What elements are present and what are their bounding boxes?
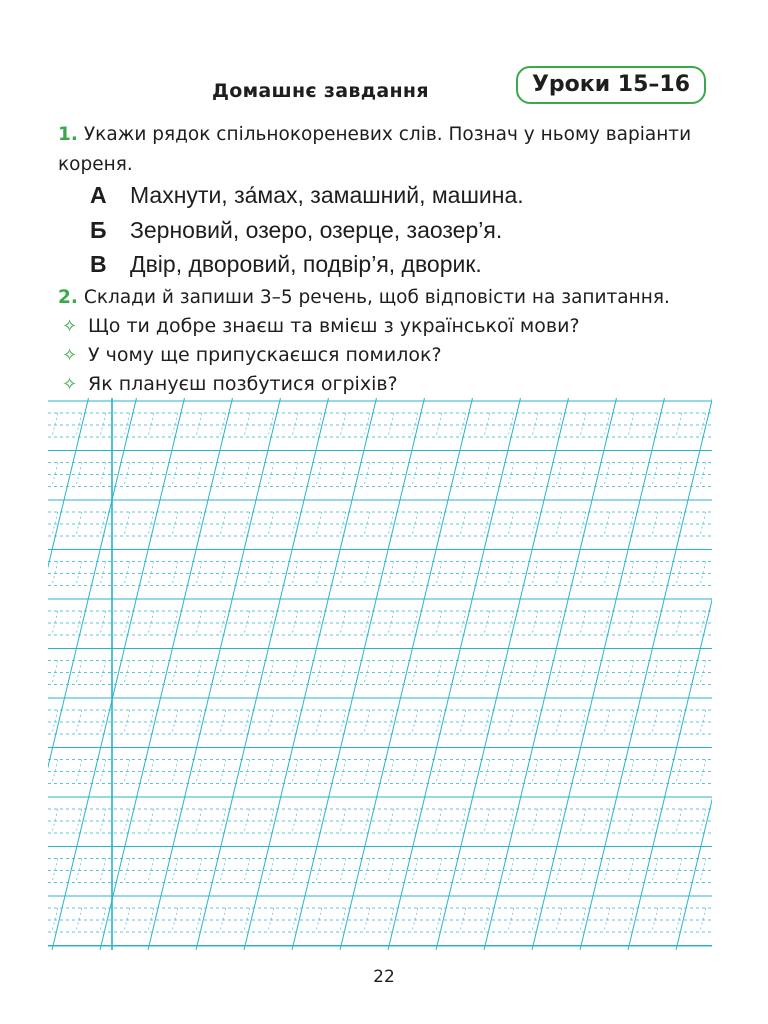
answer-options xyxy=(90,178,524,282)
task-text: Склади й запиши 3–5 речень, щоб відповісти на запитання. xyxy=(83,287,670,308)
grid-slant-line xyxy=(628,398,712,950)
option-b[interactable] xyxy=(90,213,524,248)
question-text: У чому ще припускаєшся помилок? xyxy=(88,344,442,366)
question-list xyxy=(62,312,580,399)
option-letter: В xyxy=(90,251,107,277)
option-letter: Б xyxy=(90,216,107,243)
option-text: Махнути, за́мах, замашний, машина. xyxy=(130,182,524,208)
task-number: 2. xyxy=(58,287,78,308)
page-title: Домашнє завдання xyxy=(212,80,429,102)
question-item xyxy=(62,312,580,341)
task-1 xyxy=(58,120,708,180)
grid-slant-line xyxy=(52,398,184,950)
grid-slant-line xyxy=(196,398,328,950)
question-text: Що ти добре знаєш та вмієш з української мови? xyxy=(88,315,580,337)
handwriting-grid[interactable] xyxy=(48,398,712,950)
grid-slant-line xyxy=(48,398,136,950)
task-2 xyxy=(58,283,708,313)
option-text: Зерновий, озеро, озерце, заозер’я. xyxy=(130,216,503,243)
question-item xyxy=(62,370,580,399)
grid-slant-line xyxy=(100,398,232,950)
grid-slant-line xyxy=(244,398,376,950)
question-item xyxy=(62,341,580,370)
grid-slant-line xyxy=(436,398,568,950)
option-letter: А xyxy=(90,182,107,208)
sparkle-bullet-icon: ✧ xyxy=(62,345,78,366)
task-text: Укажи рядок спільнокореневих слів. Познач у ньому варіанти кореня. xyxy=(58,124,692,175)
grid-slant-line xyxy=(292,398,424,950)
grid-slant-line xyxy=(148,398,280,950)
option-v[interactable] xyxy=(90,247,524,282)
grid-slant-line xyxy=(484,398,616,950)
sparkle-bullet-icon: ✧ xyxy=(62,374,78,395)
grid-slant-line xyxy=(580,398,712,950)
option-text: Двір, дворовий, подвір’я, дворик. xyxy=(130,251,482,277)
sparkle-bullet-icon: ✧ xyxy=(62,316,78,337)
task-number: 1. xyxy=(58,124,78,145)
grid-slant-line xyxy=(340,398,472,950)
grid-slant-line xyxy=(388,398,520,950)
grid-slant-line xyxy=(532,398,664,950)
lesson-badge: Уроки 15–16 xyxy=(516,66,706,104)
question-text: Як плануєш позбутися огріхів? xyxy=(88,373,398,395)
option-a[interactable] xyxy=(90,178,524,213)
grid-slant-line xyxy=(48,398,88,950)
page-number: 22 xyxy=(373,967,395,987)
